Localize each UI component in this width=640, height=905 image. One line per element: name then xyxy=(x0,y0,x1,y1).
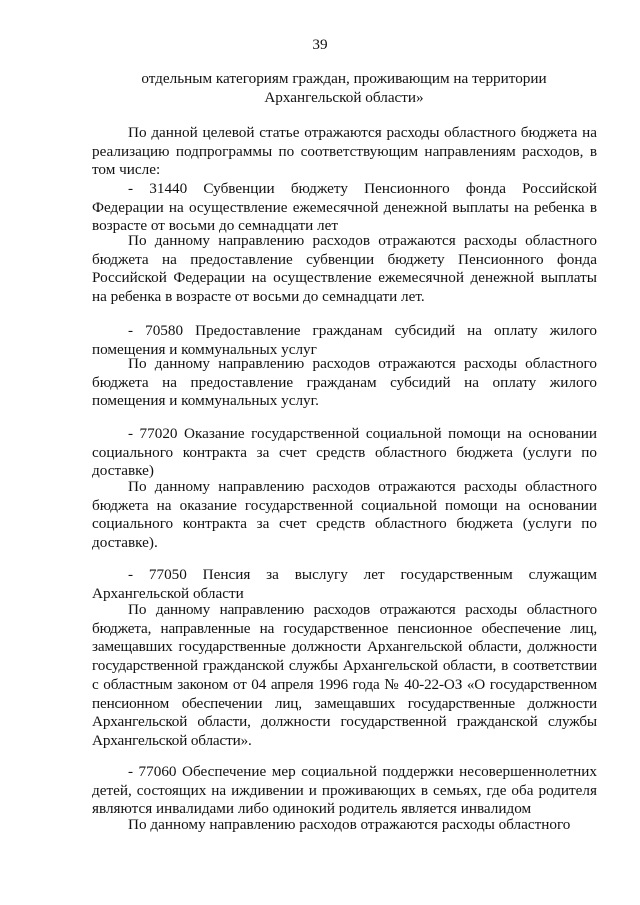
paragraph-intro: По данной целевой статье отражаются расходы областного бюджета на реализацию подпрограммы по соответствующим направлениям расходов, в том числе: xyxy=(92,124,597,179)
paragraph-77050-description: По данному направлению расходов отражаются расходы областного бюджета, направленные на государственное пенсионное обеспечение лиц, замещавших государственные должности Архангельской области, должности государственной гражданской службы Архангельской области, в соответствии с областным законом от 04 апреля 1996 года № 40-22-ОЗ «О государственном пенсионном обеспечении лиц, замещавших государственные должности Архангельской области, должности государственной гражданской службы Архангельской области». xyxy=(92,601,597,749)
paragraph-77020-description: По данному направлению расходов отражаются расходы областного бюджета на оказание государственной социальной помощи на основании социального контракта за счет средств областного бюджета (услуги по доставке). xyxy=(92,478,597,552)
paragraph-77060-description: По данному направлению расходов отражаются расходы областного xyxy=(128,816,571,833)
section-title-line-2: Архангельской области» xyxy=(264,89,424,106)
item-77050: - 77050 Пенсия за выслугу лет государственным служащим Архангельской области xyxy=(92,566,597,602)
paragraph-70580-description: По данному направлению расходов отражаются расходы областного бюджета на предоставление гражданам субсидий на оплату жилого помещения и коммунальных услуг. xyxy=(92,355,597,410)
page-number: 39 xyxy=(312,36,328,53)
item-31440: - 31440 Субвенции бюджету Пенсионного фонда Российской Федерации на осуществление ежемесячной денежной выплаты на ребенка в возрасте от восьми до семнадцати лет xyxy=(92,180,597,235)
section-title-line-1: отдельным категориям граждан, проживающим на территории xyxy=(141,70,547,87)
item-70580: - 70580 Предоставление гражданам субсидий на оплату жилого помещения и коммунальных услуг xyxy=(92,322,597,358)
paragraph-31440-description: По данному направлению расходов отражаются расходы областного бюджета на предоставление субвенции бюджету Пенсионного фонда Российской Федерации на осуществление ежемесячной денежной выплаты на ребенка в возрасте от восьми до семнадцати лет. xyxy=(92,232,597,306)
item-77060: - 77060 Обеспечение мер социальной поддержки несовершеннолетних детей, состоящих на иждивении и проживающих в семьях, где оба родителя являются инвалидами либо одинокий родитель является инвалидом xyxy=(92,763,597,818)
item-77020: - 77020 Оказание государственной социальной помощи на основании социального контракта за счет средств областного бюджета (услуги по доставке) xyxy=(92,425,597,480)
